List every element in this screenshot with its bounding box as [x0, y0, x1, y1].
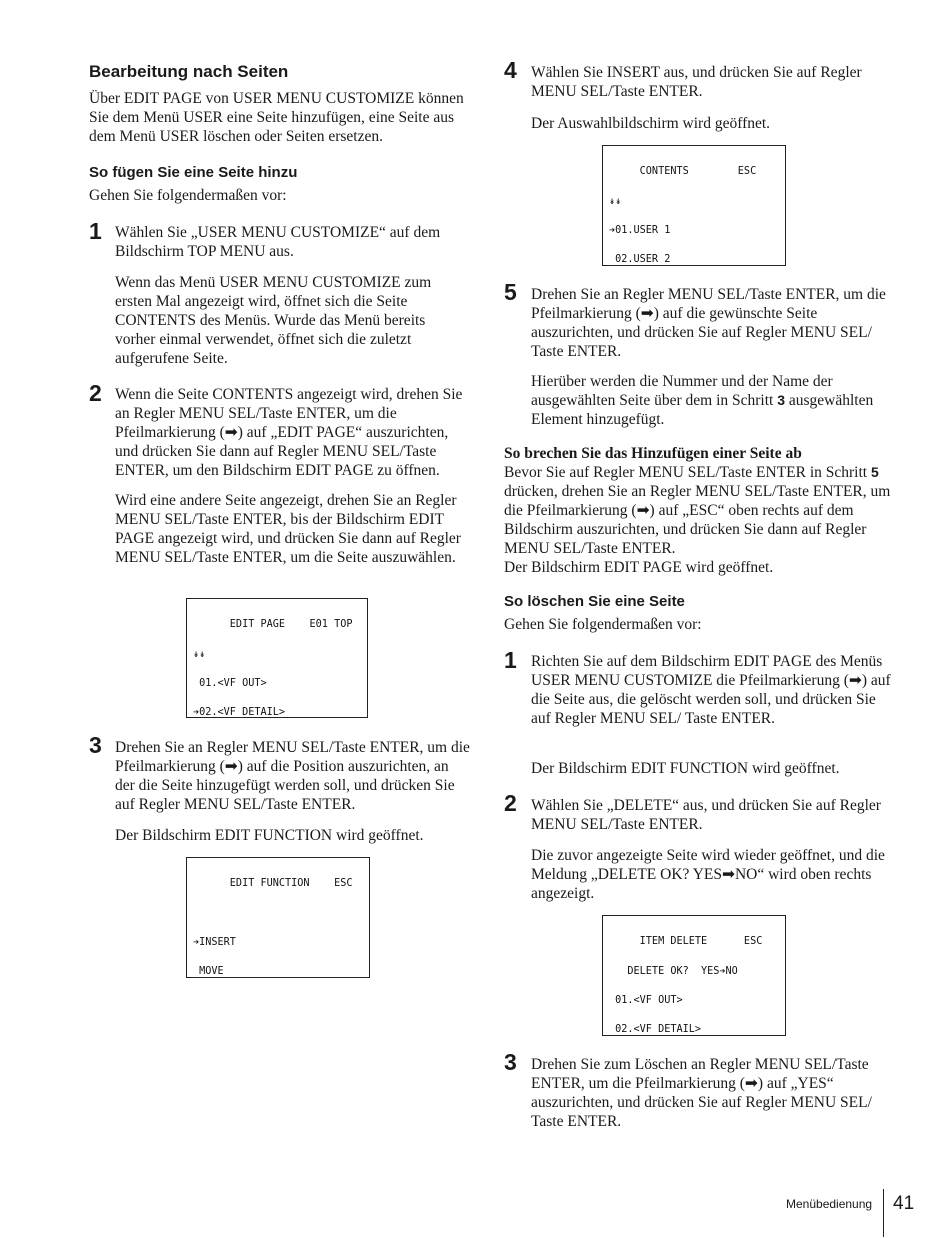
step-reference: 3 — [777, 392, 786, 408]
abort-text: drücken, drehen Sie an Regler MENU SEL/Taste ENTER, um die Pfeilmarkierung (➡) auf „ESC“ oben rechts auf dem Bildschirm auszurichten, und drücken Sie dann auf Regler MENU SEL/Taste ENTER. — [504, 483, 891, 557]
step-text: Drehen Sie zum Löschen an Regler MENU SEL/Taste ENTER, um die Pfeilmarkierung (➡) auf „YES“ auszurichten, und drücken Sie auf Regler MENU SEL/ Taste ENTER. — [531, 1056, 872, 1130]
step-number: 3 — [504, 1049, 517, 1075]
step-text: Drehen Sie an Regler MENU SEL/Taste ENTER, um die Pfeilmarkierung (➡) auf die Position auszurichten, an der die Seite hinzugefügt werden soll, und drücken Sie auf Regler MENU SEL/Taste ENTER. — [115, 739, 470, 813]
note-text: ausgewählten Element hinzugefügt. — [531, 392, 874, 428]
edit-page-screen — [186, 598, 368, 718]
step-number: 2 — [504, 790, 517, 816]
step-note: Die zuvor angezeigte Seite wird wieder geöffnet, und die Meldung „DELETE OK? YES➡NO“ wird oben rechts angezeigt. — [531, 847, 885, 902]
step-number: 1 — [89, 218, 102, 244]
screen-line: ➔02.<VF DETAIL> — [193, 706, 286, 718]
footer-section-label: Menübedienung — [786, 1197, 873, 1211]
proceed-text: Gehen Sie folgendermaßen vor: — [89, 187, 287, 204]
screen-line: EDIT PAGE E01 TOP — [193, 619, 353, 631]
step-number: 3 — [89, 732, 102, 758]
screen-line: EDIT FUNCTION ESC — [193, 878, 353, 890]
step-note: Der Auswahlbildschirm wird geöffnet. — [531, 115, 771, 132]
note-text: Hierüber werden die Nummer und der Name der ausgewählten Seite über dem in Schritt — [531, 373, 833, 409]
screen-line: ITEM DELETE ESC — [609, 936, 763, 948]
abort-heading: So brechen Sie das Hinzufügen einer Seite ab — [504, 445, 802, 462]
edit-function-screen — [186, 857, 370, 978]
abort-result: Der Bildschirm EDIT PAGE wird geöffnet. — [504, 559, 774, 576]
step-note: Wenn das Menü USER MENU CUSTOMIZE zum ersten Mal angezeigt wird, öffnet sich die Seite CONTENTS des Menüs. Wurde das Menü bereits vorher einmal verwendet, öffnet sich die zuletzt aufgerufene Seite. — [115, 274, 432, 367]
step-number: 1 — [504, 647, 517, 673]
page-number: 41 — [893, 1193, 915, 1214]
section-heading: Bearbeitung nach Seiten — [89, 62, 289, 81]
step-text: Wählen Sie INSERT aus, und drücken Sie auf Regler MENU SEL/Taste ENTER. — [531, 64, 862, 100]
screen-line: 02.USER 2 — [609, 253, 671, 265]
step-text: Wählen Sie „USER MENU CUSTOMIZE“ auf dem Bildschirm TOP MENU aus. — [115, 224, 441, 260]
screen-line: 01.<VF OUT> — [609, 994, 683, 1006]
screen-line: 01.<VF OUT> — [193, 677, 267, 689]
step-text: Wählen Sie „DELETE“ aus, und drücken Sie auf Regler MENU SEL/Taste ENTER. — [531, 797, 881, 833]
screen-line: ↡↡ — [193, 648, 206, 660]
screen-line: DELETE OK? YES➔NO — [609, 965, 738, 977]
step-note: Wird eine andere Seite angezeigt, drehen Sie an Regler MENU SEL/Taste ENTER, bis der Bildschirm EDIT PAGE angezeigt wird, und drücken Sie dann auf Regler MENU SEL/Taste ENTER, um die Seite auszuwählen. — [115, 492, 461, 566]
screen-line — [193, 909, 363, 919]
footer-divider — [883, 1189, 884, 1237]
step-reference: 5 — [870, 464, 879, 480]
step-text: Wenn die Seite CONTENTS angezeigt wird, drehen Sie an Regler MENU SEL/Taste ENTER, um die Pfeilmarkierung (➡) auf „EDIT PAGE“ auszurichten, und drücken Sie dann auf Regler MENU SEL/Taste ENTER, um den Bildschirm EDIT PAGE zu öffnen. — [115, 386, 463, 479]
screen-line: ➔01.USER 1 — [609, 224, 671, 236]
step-note — [531, 372, 891, 429]
contents-screen — [602, 145, 786, 266]
step-number: 5 — [504, 279, 517, 305]
screen-line: ➔INSERT — [193, 936, 236, 948]
step-text: Drehen Sie an Regler MENU SEL/Taste ENTER, um die Pfeilmarkierung (➡) auf die gewünschte Seite auszurichten, und drücken Sie auf Regler MENU SEL/ Taste ENTER. — [531, 286, 886, 360]
subheading-delete-page: So löschen Sie eine Seite — [504, 593, 685, 610]
proceed-text: Gehen Sie folgendermaßen vor: — [504, 616, 702, 633]
screen-line: MOVE — [193, 965, 224, 977]
step-note: Der Bildschirm EDIT FUNCTION wird geöffnet. — [115, 827, 424, 844]
step-text: Richten Sie auf dem Bildschirm EDIT PAGE des Menüs USER MENU CUSTOMIZE die Pfeilmarkierung (➡) auf die Seite aus, die gelöscht werden soll, und drücken Sie auf Regler MENU SEL/ Taste ENTER. — [531, 653, 891, 727]
screen-line: ↡↡ — [609, 195, 622, 207]
step-note: Der Bildschirm EDIT FUNCTION wird geöffnet. — [531, 760, 840, 777]
abort-paragraph — [504, 463, 894, 577]
step-number: 4 — [504, 57, 517, 83]
abort-text: Bevor Sie auf Regler MENU SEL/Taste ENTER in Schritt — [504, 464, 871, 481]
screen-line: CONTENTS ESC — [609, 166, 757, 178]
step-number: 2 — [89, 380, 102, 406]
intro-paragraph: Über EDIT PAGE von USER MENU CUSTOMIZE können Sie dem Menü USER eine Seite hinzufügen, eine Seite aus dem Menü USER löschen oder Seiten ersetzen. — [89, 90, 464, 145]
subheading-add-page: So fügen Sie eine Seite hinzu — [89, 164, 298, 181]
item-delete-screen — [602, 915, 786, 1036]
screen-line: 02.<VF DETAIL> — [609, 1023, 702, 1035]
